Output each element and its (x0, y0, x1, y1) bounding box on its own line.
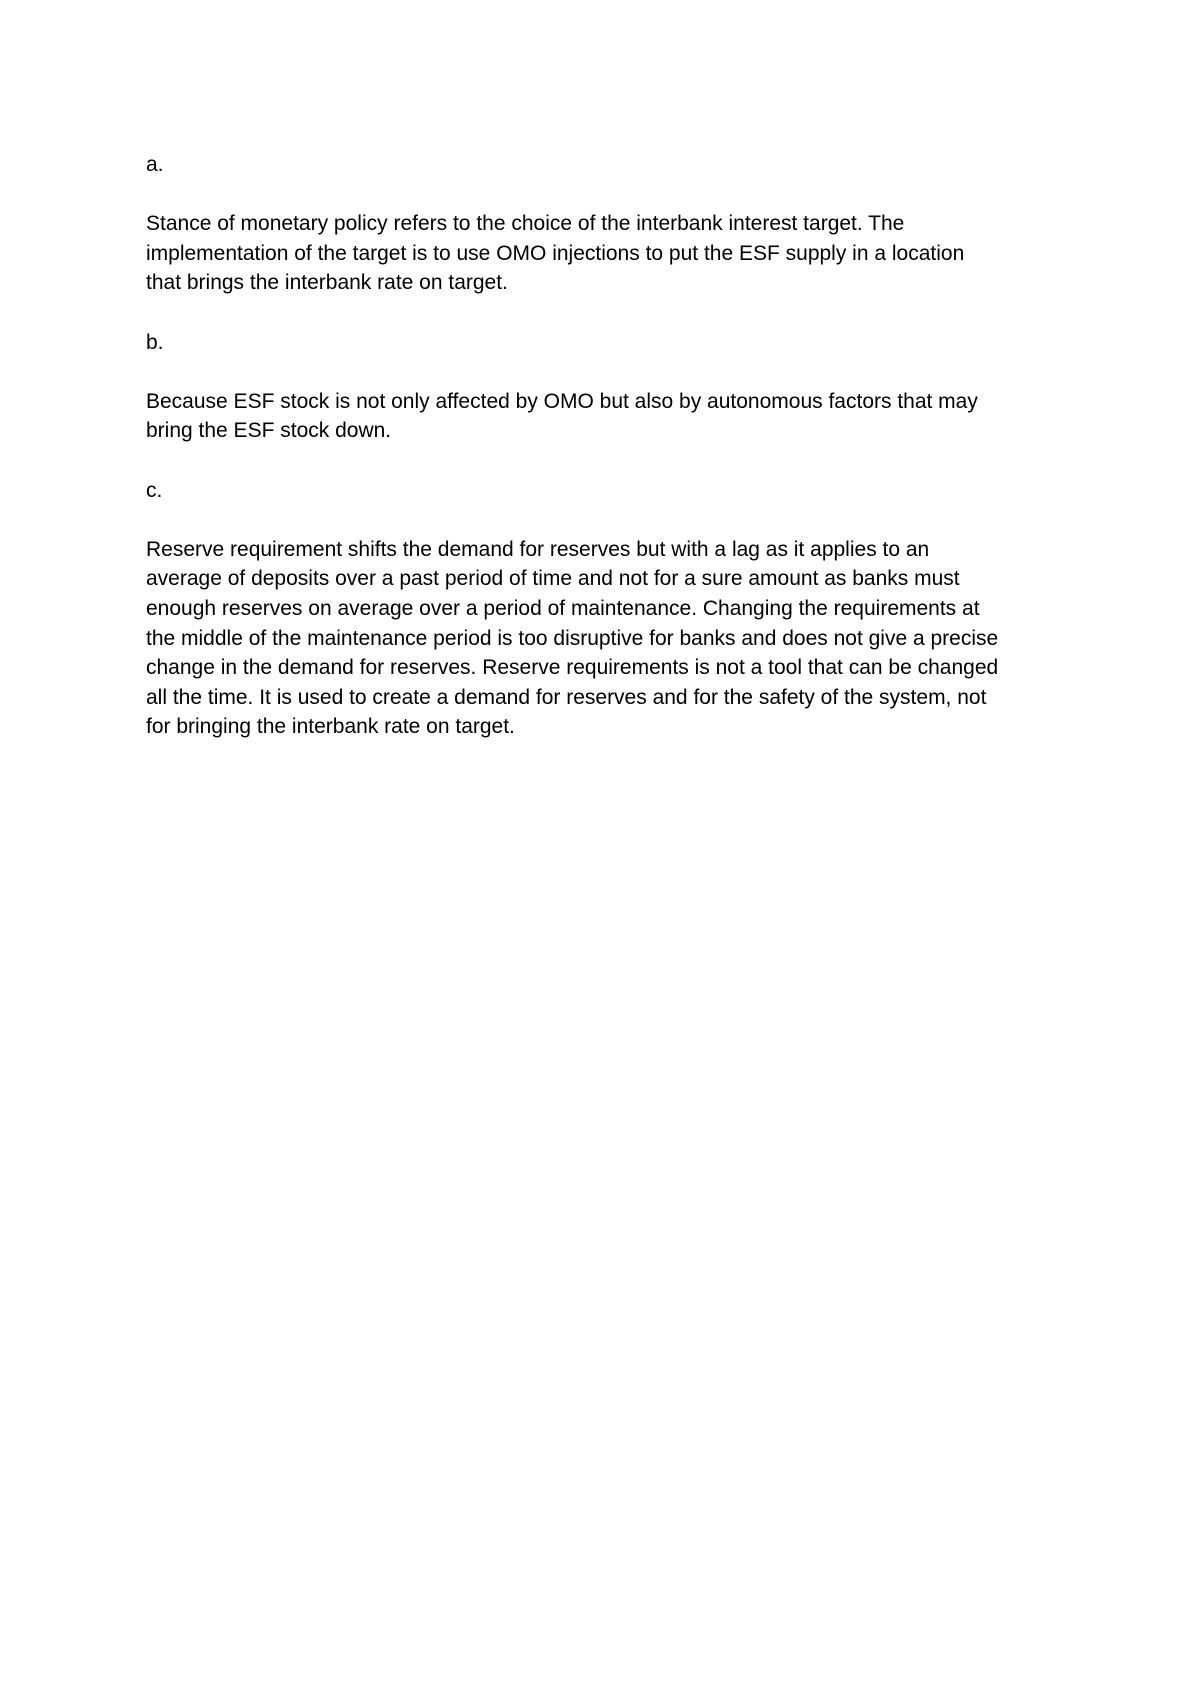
section-c-label: c. (146, 478, 163, 502)
paragraph-line: the middle of the maintenance period is too disruptive for banks and does not give a precise (146, 626, 999, 650)
section-b-paragraph (146, 387, 1071, 446)
document-body (146, 150, 1071, 771)
paragraph-line: average of deposits over a past period of time and not for a sure amount as banks must (146, 567, 960, 591)
section-b-label: b. (146, 330, 164, 354)
section-a-label: a. (146, 153, 164, 176)
section-a-paragraph (146, 209, 1071, 298)
section-c-paragraph (146, 535, 1071, 742)
paragraph-line: Reserve requirement shifts the demand for reserves but with a lag as it applies to an (146, 537, 930, 561)
paragraph-line: Stance of monetary policy refers to the choice of the interbank interest target. The (146, 212, 905, 236)
paragraph-line: that brings the interbank rate on target. (146, 271, 508, 295)
paragraph-line: implementation of the target is to use OMO injections to put the ESF supply in a location (146, 241, 965, 265)
paragraph-line: for bringing the interbank rate on target. (146, 715, 515, 739)
paragraph-line: change in the demand for reserves. Reserve requirements is not a tool that can be changed (146, 656, 999, 680)
paragraph-line: all the time. It is used to create a demand for reserves and for the safety of the system, not (146, 685, 987, 709)
paragraph-line: enough reserves on average over a period of maintenance. Changing the requirements at (146, 596, 980, 620)
paragraph-line: Because ESF stock is not only affected by OMO but also by autonomous factors that may (146, 389, 978, 413)
paragraph-line: bring the ESF stock down. (146, 419, 392, 443)
